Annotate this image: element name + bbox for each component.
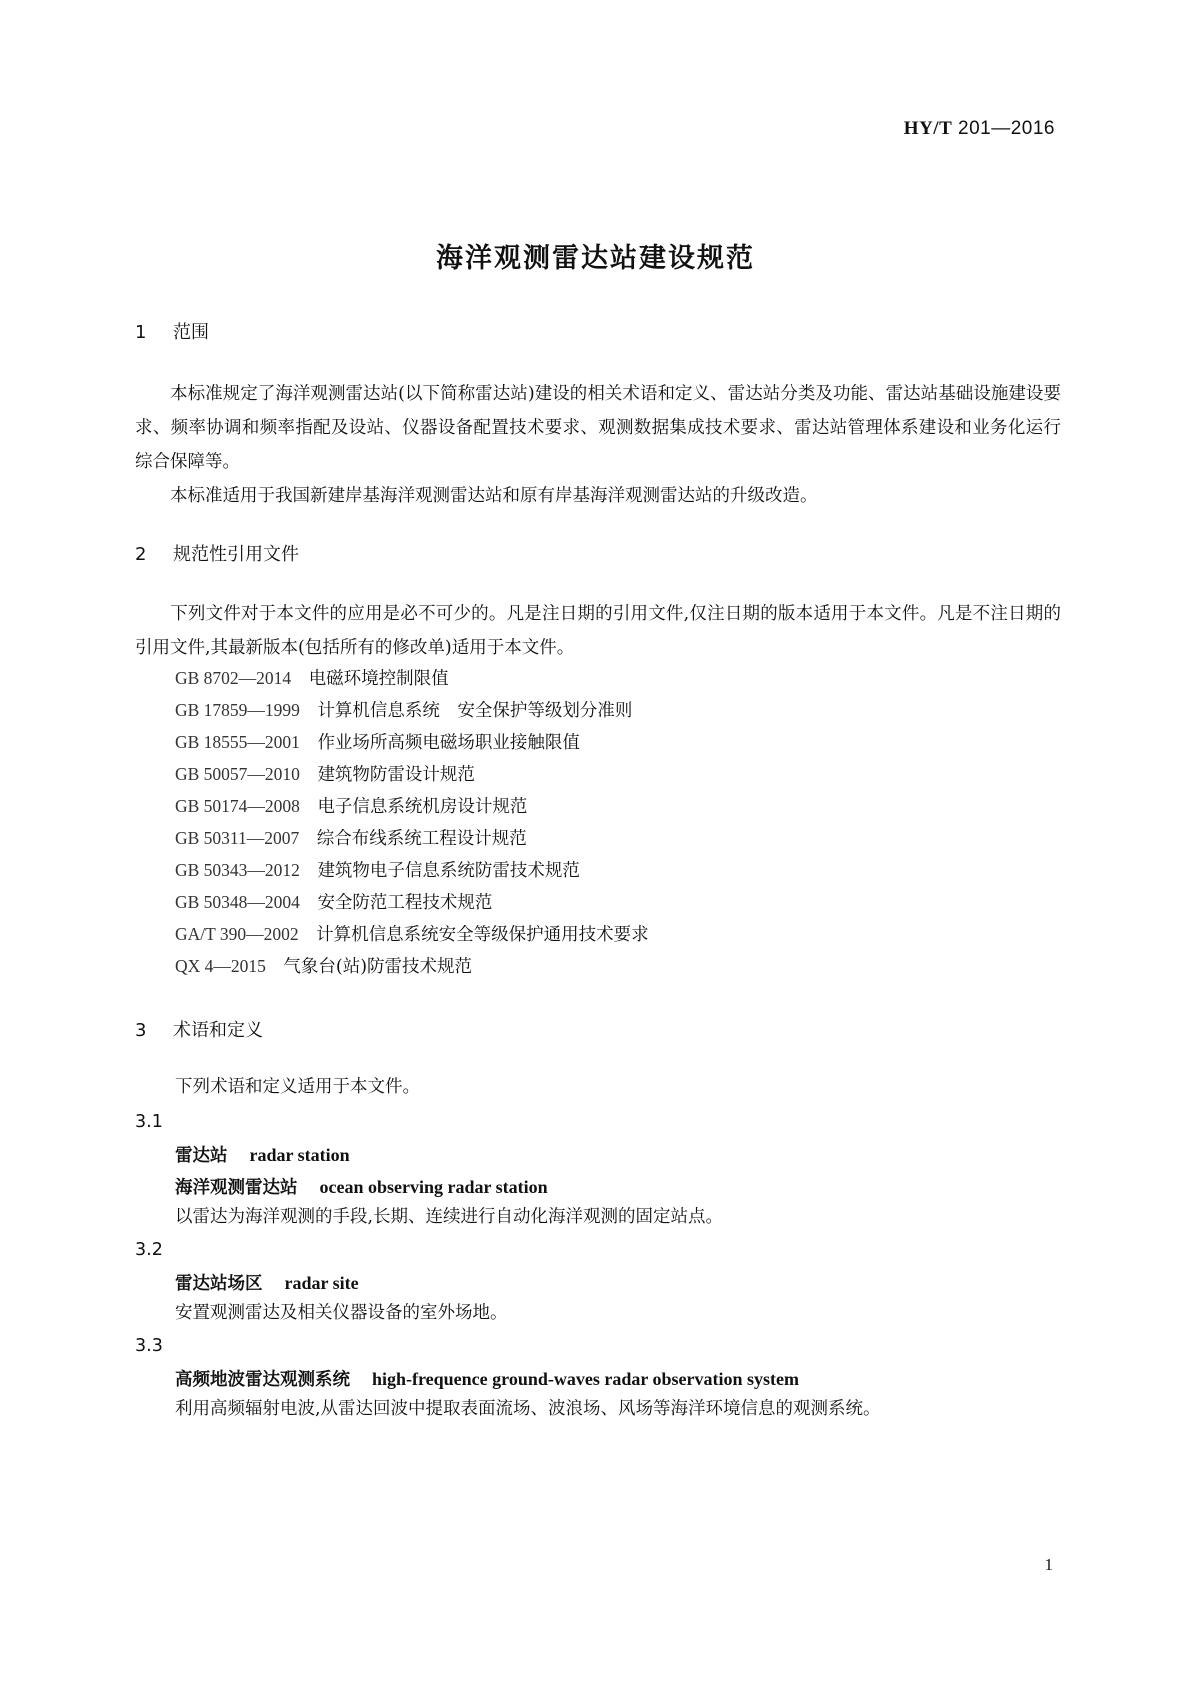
- reference-item: GB 17859—1999 计算机信息系统 安全保护等级划分准则: [175, 700, 633, 721]
- reference-item: GB 50348—2004 安全防范工程技术规范: [175, 892, 493, 913]
- term-number: 3.1: [135, 1112, 163, 1132]
- term-number: 3.2: [135, 1240, 163, 1260]
- standard-code: HY/T 201—2016: [903, 118, 1055, 139]
- reference-item: GB 8702—2014 电磁环境控制限值: [175, 668, 449, 689]
- reference-item: GA/T 390—2002 计算机信息系统安全等级保护通用技术要求: [175, 924, 649, 945]
- reference-item: GB 50057—2010 建筑物防雷设计规范: [175, 764, 475, 785]
- page-number: 1: [1044, 1555, 1053, 1574]
- term-name: 高频地波雷达观测系统 high-frequence ground-waves radar observation system: [175, 1369, 799, 1390]
- section-3-intro: 下列术语和定义适用于本文件。: [175, 1077, 420, 1097]
- reference-item: GB 50174—2008 电子信息系统机房设计规范: [175, 796, 528, 817]
- section-2-intro: 下列文件对于本文件的应用是必不可少的。凡是注日期的引用文件,仅注日期的版本适用于本文件。凡是不注日期的引用文件,其最新版本(包括所有的修改单)适用于本文件。: [135, 604, 1061, 658]
- term-name: 海洋观测雷达站 ocean observing radar station: [175, 1177, 548, 1198]
- section-1-paragraph-1: 本标准规定了海洋观测雷达站(以下简称雷达站)建设的相关术语和定义、雷达站分类及功能、雷达站基础设施建设要求、频率协调和频率指配及设站、仪器设备配置技术要求、观测数据集成技术要求、雷达站管理体系建设和业务化运行综合保障等。: [135, 384, 1061, 472]
- term-definition: 安置观测雷达及相关仪器设备的室外场地。: [175, 1303, 508, 1323]
- section-3-heading: 3 术语和定义: [135, 1020, 263, 1041]
- term-name: 雷达站场区 radar site: [175, 1273, 359, 1294]
- page-title: 海洋观测雷达站建设规范: [436, 243, 755, 274]
- term-definition: 以雷达为海洋观测的手段,长期、连续进行自动化海洋观测的固定站点。: [175, 1207, 724, 1227]
- reference-item: GB 50311—2007 综合布线系统工程设计规范: [175, 828, 527, 849]
- reference-item: GB 18555—2001 作业场所高频电磁场职业接触限值: [175, 732, 580, 753]
- section-1-heading: 1 范围: [135, 322, 209, 343]
- reference-item: GB 50343—2012 建筑物电子信息系统防雷技术规范: [175, 860, 580, 881]
- reference-item: QX 4—2015 气象台(站)防雷技术规范: [175, 956, 473, 977]
- term-number: 3.3: [135, 1336, 163, 1356]
- term-definition: 利用高频辐射电波,从雷达回波中提取表面流场、波浪场、风场等海洋环境信息的观测系统。: [175, 1399, 881, 1419]
- section-1-paragraph-2: 本标准适用于我国新建岸基海洋观测雷达站和原有岸基海洋观测雷达站的升级改造。: [170, 486, 818, 506]
- section-2-heading: 2 规范性引用文件: [135, 544, 299, 565]
- term-name: 雷达站 radar station: [175, 1145, 350, 1166]
